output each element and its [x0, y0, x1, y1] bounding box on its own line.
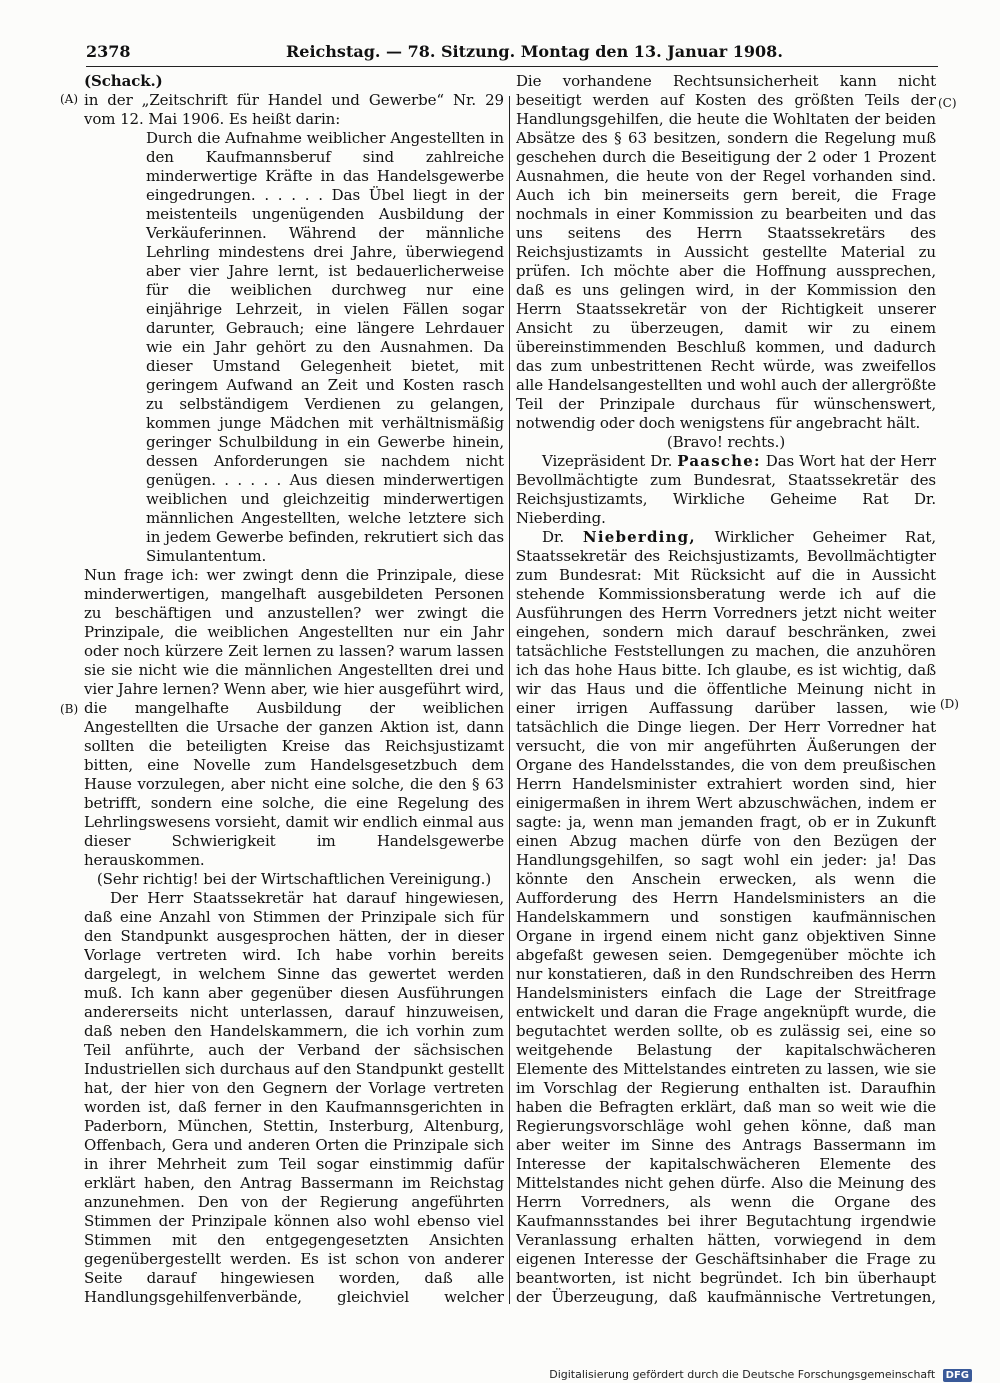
- funding-footer: [549, 1368, 972, 1382]
- margin-marker-a: (A): [60, 92, 79, 106]
- footer-text: Digitalisierung gefördert durch die Deutsche Forschungsgemeinschaft: [549, 1368, 936, 1381]
- margin-marker-d: (D): [940, 697, 959, 711]
- right-column: [516, 72, 936, 1308]
- paragraph-right-3: [516, 528, 936, 1308]
- dfg-logo-icon: DFG: [943, 1369, 972, 1382]
- para2-rest: Das Wort hat der Herr Bevollmächtigte zum Bundesrat, Staatssekretär des Reichsjustizamts, Wirkliche Geheime Rat Dr. Nieberding.: [516, 452, 936, 527]
- speaker-tag: (Schack.): [84, 72, 163, 90]
- column-divider: [509, 96, 510, 1304]
- paragraph-left-1: Nun frage ich: wer zwingt denn die Prinzipale, diese minderwertigen, mangelhaft ausgebildeten Personen zu beschäftigen und anzustellen? wer zwingt die Prinzipale, die weiblichen Angestellten nur ein Jahr oder noch kürzere Zeit lernen zu lassen? warum lassen sie sie nicht wie die männlichen Angestellten drei und vier Jahre lernen? Wenn aber, wie hier ausgeführt wird, die mangelhafte Ausbildung der weiblichen Angestellten die Ursache der ganzen Aktion ist, dann sollten die beteiligten Kreise das Reichsjustizamt bitten, eine Novelle zum Handelsgesetzbuch dem Hause vorzulegen, aber nicht eine solche, die den § 63 betrifft, sondern eine solche, die eine Regelung des Lehrlingswesens vorsieht, damit wir endlich einmal aus dieser Schwierigkeit im Handelsgewerbe herauskommen.: [84, 566, 504, 869]
- applause-note: (Bravo! rechts.): [666, 433, 786, 451]
- margin-marker-c: (C): [938, 96, 957, 110]
- para2-prefix: Vizepräsident Dr.: [542, 452, 678, 470]
- interjection: (Sehr richtig! bei der Wirtschaftlichen Vereinigung.): [96, 870, 492, 888]
- speaker-name-nieberding: Nieberding,: [582, 528, 696, 546]
- paragraph-right-1: Die vorhandene Rechtsunsicherheit kann nicht beseitigt werden auf Kosten des größten Teils der Handlungsgehilfen, die heute die Wohltaten der beiden Absätze des § 63 besitzen, sondern die Regelung muß geschehen durch die Beseitigung der 2 oder 1 Prozent Ausnahmen, die heute von der Regel vorhanden sind. Auch ich bin meinerseits gern bereit, die Frage nochmals in einer Kommission zu bearbeiten und das uns seitens des Herrn Staatssekretärs des Reichsjustizamts in Aussicht gestellte Material zu prüfen. Ich möchte aber die Hoffnung aussprechen, daß es uns gelingen wird, in der Kommission den Herrn Staatssekretär von der Richtigkeit unserer Ansicht zu überzeugen, damit wir zu einem übereinstimmenden Beschluß kommen, und dadurch das zum unbestrittenen Recht würde, was zweifellos alle Handelsangestellten und wohl auch der allergrößte Teil der Prinzipale durchaus für wünschenswert, notwendig oder doch wenigstens für angebracht hält.: [516, 72, 936, 432]
- margin-marker-b: (B): [60, 702, 79, 716]
- para3-rest: Wirklicher Geheimer Rat, Staatssekretär des Reichsjustizamts, Bevollmächtigter zum Bundesrat: Mit Rücksicht auf die in Aussicht stehende Kommissionsberatung werde ich auf die Ausführungen des Herrn Vorredners jetzt nicht weiter eingehen, sondern mich darauf beschränken, zwei tatsächliche Feststellungen zu machen, die anzuhören ich das hohe Haus bitte. Ich glaube, es ist wichtig, daß wir das Haus und die öffentliche Meinung nicht in einer irrigen Auffassung darüber lassen, wie tatsächlich die Dinge liegen. Der Herr Vorredner hat versucht, die von mir angeführten Äußerungen der Organe des Handelsstandes, die von dem preußischen Herrn Handelsminister extrahiert worden sind, hier einigermaßen in ihrem Wert abzuschwächen, indem er sagte: ja, wenn man jemanden fragt, ob er in Zukunft einen Abzug machen dürfe von den Bezügen der Handlungsgehilfen, so sagt wohl ein jeder: ja! Das könnte den Anschein erwecken, als wenn die Aufforderung des Herrn Handelsministers an die Handelskammern und sonstigen kaufmännischen Organe in irgend einem nicht ganz objektiven Sinne abgefaßt gewesen seien. Demgegenüber möchte ich nur konstatieren, daß in den Rundschreiben des Herrn Handelsministers einfach die Lage der Streitfrage entwickelt und daran die Frage angeknüpft wurde, die begutachtet werden sollte, ob es zulässig sei, eine so weitgehende Belastung der kapitalschwächeren Elemente des Mittelstandes eintreten zu lassen, wie sie im Vorschlag der Regierung enthalten ist. Daraufhin haben die Befragten erklärt, daß man so weit wie die Regierungsvorschläge wohl gehen könne, daß man aber weiter im Sinne des Antrags Bassermann im Interesse der kapitalschwächeren Elemente des Mittelstandes nicht gehen dürfe. Also die Meinung des Herrn Vorredners, als wenn die Organe des Kaufmannsstandes bei ihrer Begutachtung irgendwie Veranlassung erhalten hätten, vorwiegend in dem eigenen Interesse der Geschäftsinhaber die Frage zu beantworten, ist nicht begründet. Ich bin überhaupt der Überzeugung, daß kaufmännische Vertretungen,: [516, 528, 936, 1306]
- quoted-passage: Durch die Aufnahme weiblicher Angestellten in den Kaufmannsberuf sind zahlreiche minderwertige Kräfte in das Handelsgewerbe eingedrungen. . . . . . Das Übel liegt in der meistenteils ungenügenden Ausbildung der Verkäuferinnen. Während der männliche Lehrling mindestens drei Jahre, überwiegend aber vier Jahre lernt, ist bedauerlicherweise für die weiblichen durchweg nur eine einjährige Lehrzeit, in vielen Fällen sogar darunter, Gebrauch; eine längere Lehrdauer wie ein Jahr gehört zu den Ausnahmen. Da dieser Umstand Gelegenheit bietet, mit geringem Aufwand an Zeit und Kosten rasch zu selbständigem Verdienen zu gelangen, kommen junge Mädchen mit verhältnismäßig geringer Schulbildung in ein Gewerbe hinein, dessen Anforderungen sie nachdem nicht genügen. . . . . . Aus diesen minderwertigen weiblichen und gleichzeitig minderwertigen männlichen Angestellten, welche letztere sich in jedem Gewerbe befinden, rekrutiert sich das Simulantentum.: [146, 129, 504, 565]
- para3-prefix: Dr.: [542, 528, 583, 546]
- page-number: 2378: [86, 42, 131, 61]
- header-rule: [86, 66, 938, 67]
- running-title: Reichstag. — 78. Sitzung. Montag den 13. Januar 1908.: [286, 42, 783, 61]
- paragraph-right-2: [516, 452, 936, 528]
- intro-paragraph: in der „Zeitschrift für Handel und Gewerbe“ Nr. 29 vom 12. Mai 1906. Es heißt darin:: [84, 91, 504, 128]
- paragraph-left-2: Der Herr Staatssekretär hat darauf hingewiesen, daß eine Anzahl von Stimmen der Prinzipale sich für den Standpunkt ausgesprochen hätten, der in dieser Vorlage vertreten wird. Ich habe vorhin bereits dargelegt, in welchem Sinne das gewertet werden muß. Ich kann aber gegenüber diesen Ausführungen andererseits nicht unterlassen, darauf hinzuweisen, daß neben den Handelskammern, die ich vorhin zum Teil anführte, auch der Verband der sächsischen Industriellen sich durchaus auf den Standpunkt gestellt hat, der hier von den Gegnern der Vorlage vertreten worden ist, daß ferner in den Kaufmannsgerichten in Paderborn, München, Stettin, Insterburg, Altenburg, Offenbach, Gera und anderen Orten die Prinzipale sich in ihrer Mehrheit zum Teil sogar einstimmig dafür erklärt haben, den Antrag Bassermann im Reichstag anzunehmen. Den von der Regierung angeführten Stimmen der Prinzipale können also wohl ebenso viel Stimmen mit den entgegengesetzten Ansichten gegenübergestellt werden. Es ist schon von anderer Seite darauf hingewiesen worden, daß alle Handlungsgehilfenverbände, gleichviel welcher: [84, 889, 504, 1306]
- left-column: [84, 72, 504, 1308]
- speaker-name-paasche: Paasche:: [677, 452, 761, 470]
- page-header: [86, 40, 932, 64]
